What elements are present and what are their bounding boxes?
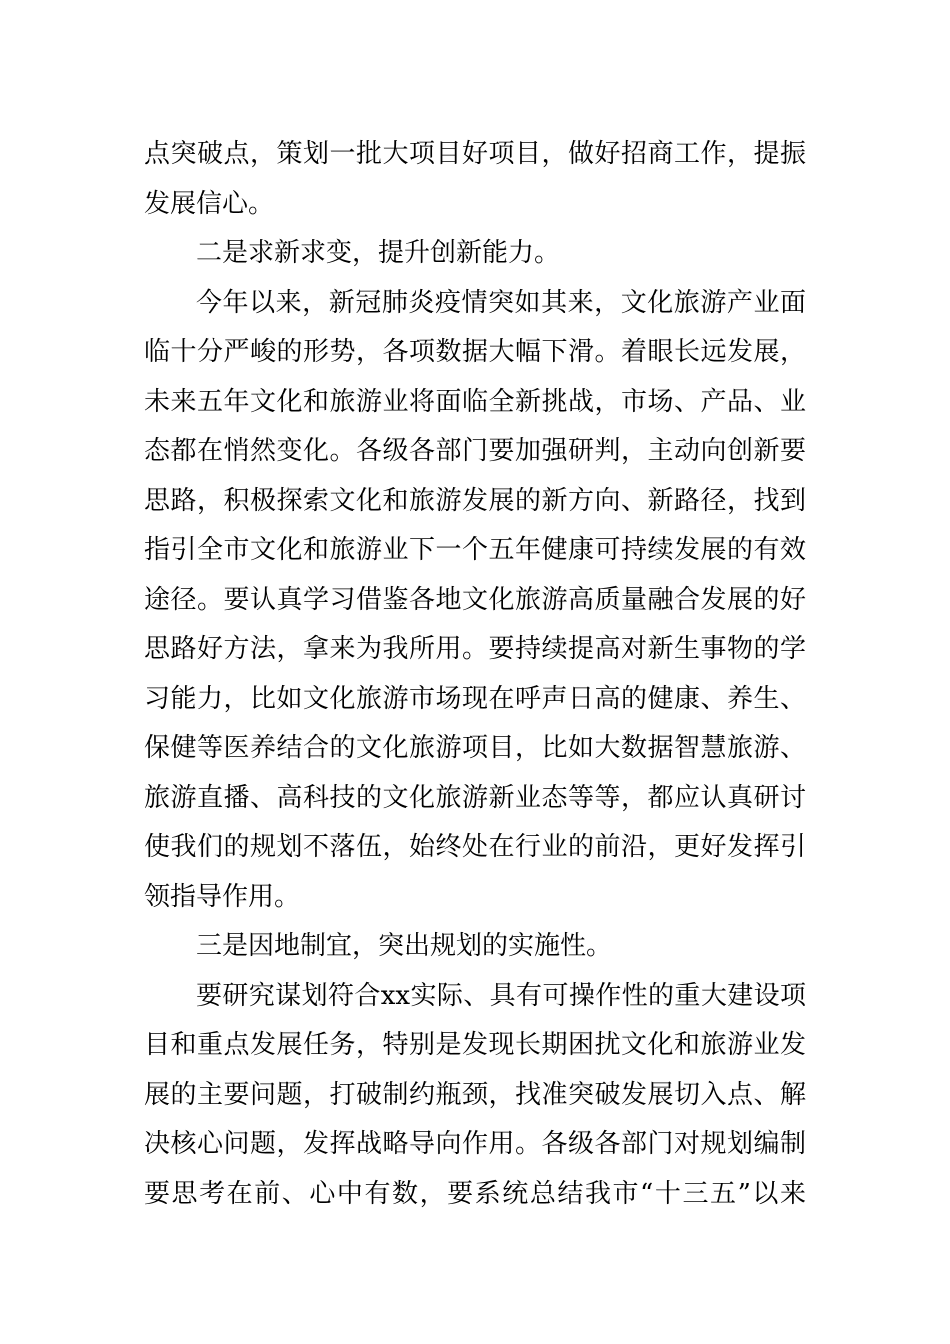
section-heading: 三是因地制宜，突出规划的实施性。 — [196, 931, 613, 961]
text-line: 决核心问题，发挥战略导向作用。各级各部门对规划编制 — [144, 1129, 806, 1159]
section-heading: 二是求新求变，提升创新能力。 — [196, 238, 561, 268]
text-line: 态都在悄然变化。各级各部门要加强研判，主动向创新要 — [144, 436, 806, 466]
text-line: 展的主要问题，打破制约瓶颈，找准突破发展切入点、解 — [144, 1079, 806, 1110]
text-line: 习能力，比如文化旅游市场现在呼声日高的健康、养生、 — [144, 683, 806, 714]
text-line: 发展信心。 — [144, 188, 275, 219]
text-line: 要研究谋划符合xx实际、具有可操作性的重大建设项 — [196, 980, 806, 1011]
text-line: 临十分严峻的形势，各项数据大幅下滑。着眼长远发展， — [144, 337, 806, 367]
text-line: 保健等医养结合的文化旅游项目，比如大数据智慧旅游、 — [144, 733, 806, 763]
text-line: 思路好方法，拿来为我所用。要持续提高对新生事物的学 — [144, 634, 806, 664]
text-line: 点突破点，策划一批大项目好项目，做好招商工作，提振 — [144, 139, 806, 169]
text-line: 目和重点发展任务，特别是发现长期困扰文化和旅游业发 — [144, 1030, 806, 1060]
text-line: 旅游直播、高科技的文化旅游新业态等等，都应认真研讨 — [144, 782, 806, 813]
text-line: 今年以来，新冠肺炎疫情突如其来，文化旅游产业面 — [196, 287, 806, 318]
text-line: 使我们的规划不落伍，始终处在行业的前沿，更好发挥引 — [144, 832, 806, 862]
text-line: 领指导作用。 — [144, 881, 301, 912]
document-body — [144, 130, 806, 1219]
text-line: 途径。要认真学习借鉴各地文化旅游高质量融合发展的好 — [144, 584, 806, 615]
text-line: 未来五年文化和旅游业将面临全新挑战，市场、产品、业 — [144, 386, 806, 417]
text-line: 指引全市文化和旅游业下一个五年健康可持续发展的有效 — [144, 535, 806, 565]
text-line: 思路，积极探索文化和旅游发展的新方向、新路径，找到 — [144, 485, 806, 516]
text-line: 要思考在前、心中有数，要系统总结我市“十三五”以来 — [144, 1178, 806, 1209]
